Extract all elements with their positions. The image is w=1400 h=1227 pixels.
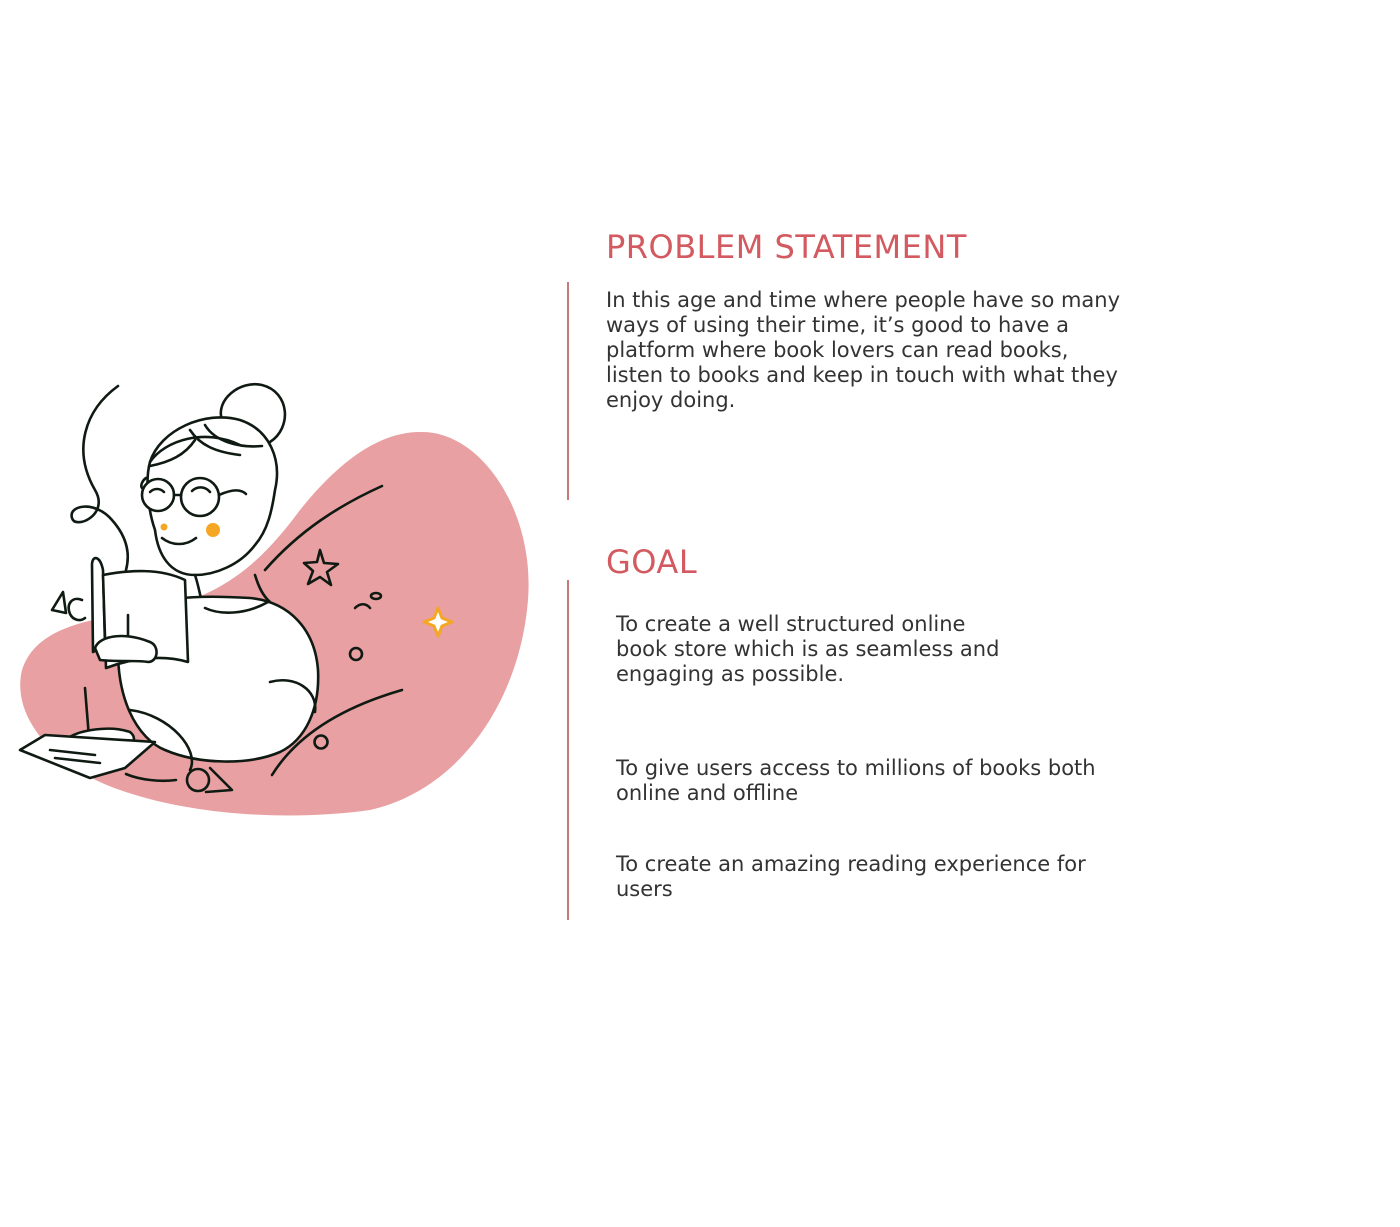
goal-item: To create a well structured online book store which is as seamless and engaging as possible. [616, 612, 1000, 686]
problem-statement-text: In this age and time where people have so many ways of using their time, it’s good to have a platform where book lovers can read books, listen to books and keep in touch with what they enjoy doing. [606, 288, 1121, 412]
problem-statement-heading: PROBLEM STATEMENT [606, 228, 967, 266]
goal-divider [567, 580, 569, 920]
woman-reading-icon [0, 370, 540, 830]
goal-item: To create an amazing reading experience for users [616, 852, 1086, 901]
reading-woman-illustration [0, 370, 540, 830]
goal-heading: GOAL [606, 543, 698, 581]
goal-item: To give users access to millions of books both online and offline [616, 756, 1096, 805]
problem-divider [567, 282, 569, 500]
